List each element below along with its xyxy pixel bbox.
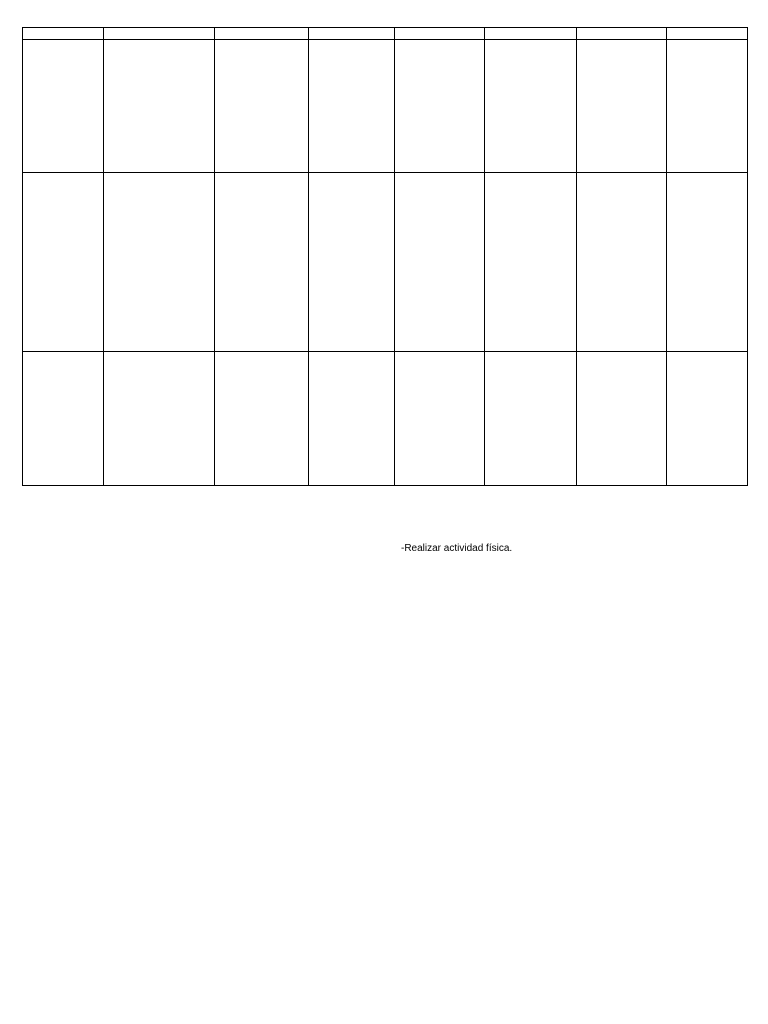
table-cell — [215, 173, 309, 352]
table-cell — [215, 28, 309, 40]
table-cell — [23, 173, 104, 352]
table-cell — [577, 40, 667, 173]
table-cell — [104, 352, 215, 486]
table-cell — [667, 28, 748, 40]
table-cell — [104, 40, 215, 173]
table-cell — [485, 28, 577, 40]
table-cell — [667, 352, 748, 486]
table-cell — [395, 40, 485, 173]
table-cell — [23, 352, 104, 486]
table-cell — [577, 352, 667, 486]
table-cell — [309, 28, 395, 40]
table-cell — [104, 173, 215, 352]
table-cell — [577, 28, 667, 40]
table-cell — [309, 352, 395, 486]
table-cell — [395, 173, 485, 352]
table-cell — [485, 173, 577, 352]
table-cell — [485, 40, 577, 173]
table-cell — [23, 40, 104, 173]
grid-table — [22, 27, 748, 486]
table-cell — [215, 352, 309, 486]
table-row — [23, 173, 748, 352]
table-cell — [309, 40, 395, 173]
table-row — [23, 40, 748, 173]
table-cell — [667, 173, 748, 352]
table-cell — [485, 352, 577, 486]
table-cell — [309, 173, 395, 352]
table-cell — [215, 40, 309, 173]
table-cell — [395, 352, 485, 486]
table-row — [23, 352, 748, 486]
table-cell — [104, 28, 215, 40]
note-text: -Realizar actividad física. — [401, 543, 513, 554]
table-cell — [577, 173, 667, 352]
table-cell — [23, 28, 104, 40]
table-header-row — [23, 28, 748, 40]
table-cell — [395, 28, 485, 40]
table-cell — [667, 40, 748, 173]
